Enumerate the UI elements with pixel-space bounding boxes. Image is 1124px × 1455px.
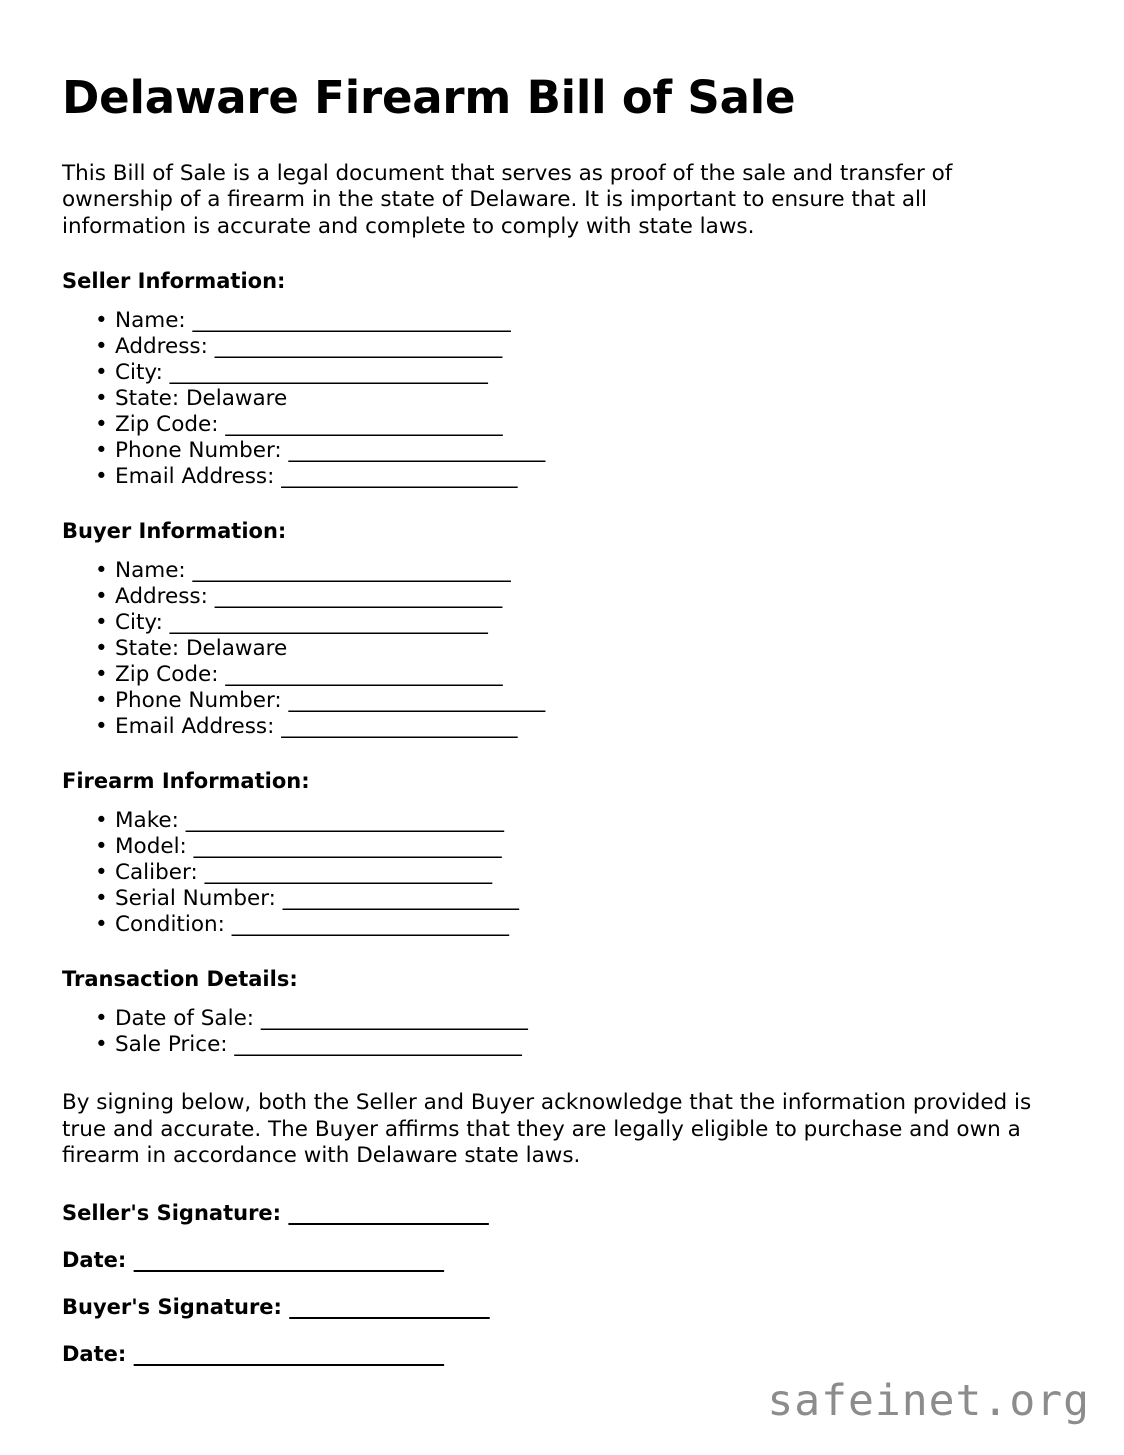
field-label: Email Address: xyxy=(115,714,282,740)
field-label: Condition: xyxy=(115,912,232,938)
buyer-date-row xyxy=(62,1320,1052,1367)
field-label: Zip Code: xyxy=(115,412,226,438)
field-label: Serial Number: xyxy=(115,886,283,912)
field-blank-line[interactable]: ___________________________ xyxy=(231,912,509,938)
field-label: City: xyxy=(115,610,170,636)
buyer-field-list xyxy=(62,544,1052,740)
list-item xyxy=(62,438,1052,464)
list-item xyxy=(62,714,1052,740)
list-item xyxy=(62,558,1052,584)
seller-date-blank-line[interactable]: _______________________________ xyxy=(133,1247,444,1272)
buyer-information-heading: Buyer Information: xyxy=(62,519,287,544)
field-blank-line[interactable]: _________________________ xyxy=(288,688,545,714)
list-item xyxy=(62,688,1052,714)
field-label: Address: xyxy=(115,584,215,610)
transaction-field-list xyxy=(62,992,1052,1058)
field-blank-line[interactable]: ____________________________ xyxy=(214,334,502,360)
list-item xyxy=(62,584,1052,610)
list-item xyxy=(62,1032,1052,1058)
list-item xyxy=(62,360,1052,386)
field-blank-line[interactable]: ___________________________ xyxy=(225,412,503,438)
field-label: State: Delaware xyxy=(115,636,288,662)
list-item xyxy=(62,386,1052,412)
firearm-field-list xyxy=(62,794,1052,938)
seller-signature-row xyxy=(62,1200,1052,1226)
page-title: Delaware Firearm Bill of Sale xyxy=(62,71,796,124)
seller-field-list xyxy=(62,294,1052,490)
buyer-date-label: Date: xyxy=(62,1341,134,1366)
seller-date-label: Date: xyxy=(62,1247,134,1272)
list-item xyxy=(62,912,1052,938)
field-blank-line[interactable]: _______________________ xyxy=(281,464,517,490)
field-label: Sale Price: xyxy=(115,1032,235,1058)
signature-block xyxy=(62,1170,1052,1367)
seller-signature-label: Seller's Signature: xyxy=(62,1200,289,1225)
field-blank-line[interactable]: ______________________________ xyxy=(193,834,502,860)
field-blank-line[interactable]: ____________________________ xyxy=(234,1032,522,1058)
firearm-information-heading: Firearm Information: xyxy=(62,769,310,794)
list-item xyxy=(62,464,1052,490)
field-blank-line[interactable]: _______________________________ xyxy=(192,558,511,584)
list-item xyxy=(62,834,1052,860)
seller-information-heading: Seller Information: xyxy=(62,269,286,294)
seller-signature-blank-line[interactable]: ____________________ xyxy=(288,1200,489,1225)
field-label: Address: xyxy=(115,334,215,360)
field-label: Zip Code: xyxy=(115,662,226,688)
list-item xyxy=(62,860,1052,886)
closing-paragraph: By signing below, both the Seller and Buyer acknowledge that the information provided is true and accurate. The Buyer affirms that they are legally eligible to purchase and own a firearm in accordance with Delaware state laws. xyxy=(62,1090,1032,1169)
list-item xyxy=(62,334,1052,360)
field-blank-line[interactable]: __________________________ xyxy=(260,1006,528,1032)
field-label: Date of Sale: xyxy=(115,1006,261,1032)
list-item xyxy=(62,808,1052,834)
field-blank-line[interactable]: _______________________ xyxy=(282,886,519,912)
field-blank-line[interactable]: _______________________ xyxy=(281,714,517,740)
field-blank-line[interactable]: ____________________________ xyxy=(204,860,492,886)
list-item xyxy=(62,662,1052,688)
seller-date-row xyxy=(62,1226,1052,1273)
buyer-signature-label: Buyer's Signature: xyxy=(62,1294,290,1319)
transaction-details-heading: Transaction Details: xyxy=(62,967,298,992)
field-blank-line[interactable]: ___________________________ xyxy=(225,662,503,688)
field-blank-line[interactable]: _______________________________ xyxy=(192,308,511,334)
field-blank-line[interactable]: ____________________________ xyxy=(214,584,502,610)
list-item xyxy=(62,886,1052,912)
field-blank-line[interactable]: _______________________________ xyxy=(169,360,488,386)
list-item xyxy=(62,610,1052,636)
buyer-date-blank-line[interactable]: _______________________________ xyxy=(133,1341,444,1366)
field-label: Make: xyxy=(115,808,186,834)
list-item xyxy=(62,1006,1052,1032)
document-content xyxy=(62,0,1052,1367)
field-label: Caliber: xyxy=(115,860,205,886)
buyer-signature-row xyxy=(62,1273,1052,1320)
list-item xyxy=(62,636,1052,662)
field-label: State: Delaware xyxy=(115,386,288,412)
field-label: Phone Number: xyxy=(115,438,289,464)
watermark: safeinet.org xyxy=(767,1376,1090,1426)
field-blank-line[interactable]: _______________________________ xyxy=(185,808,504,834)
list-item xyxy=(62,412,1052,438)
field-blank-line[interactable]: _________________________ xyxy=(288,438,545,464)
field-label: Name: xyxy=(115,308,193,334)
field-label: Email Address: xyxy=(115,464,282,490)
field-label: Model: xyxy=(115,834,194,860)
field-label: City: xyxy=(115,360,170,386)
field-label: Name: xyxy=(115,558,193,584)
intro-paragraph: This Bill of Sale is a legal document that serves as proof of the sale and transfer of ownership of a firearm in the state of Delaware. It is important to ensure that all information is accurate and complete to comply with state laws. xyxy=(62,160,953,239)
field-blank-line[interactable]: _______________________________ xyxy=(169,610,488,636)
list-item xyxy=(62,308,1052,334)
field-label: Phone Number: xyxy=(115,688,289,714)
buyer-signature-blank-line[interactable]: ____________________ xyxy=(289,1294,490,1319)
